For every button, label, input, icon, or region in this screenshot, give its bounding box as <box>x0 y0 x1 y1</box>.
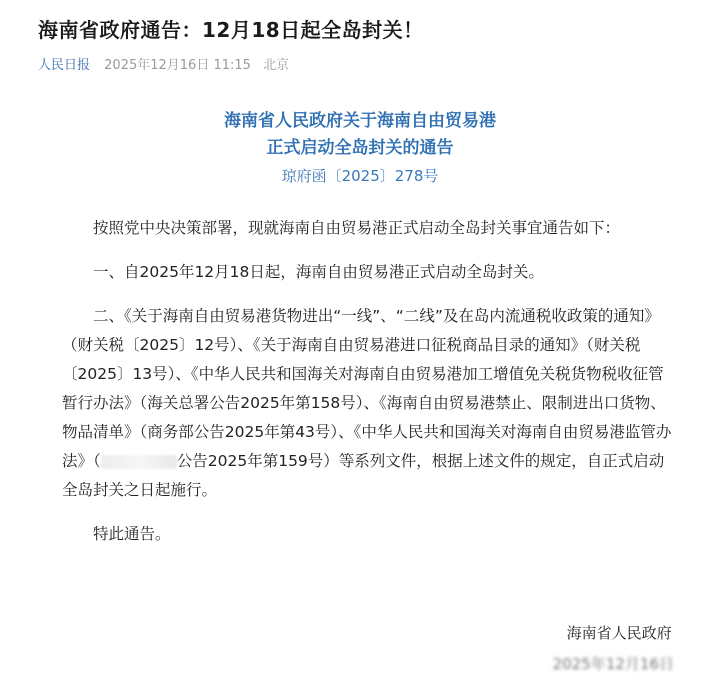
notice-doc-number: 琼府函〔2025〕278号 <box>281 167 439 185</box>
article-title: 海南省政府通告：12月18日起全岛封关！ <box>38 18 424 42</box>
article-source-link[interactable]: 人民日报 <box>38 58 91 73</box>
notice-title-line2: 正式启动全岛封关的通告 <box>266 138 454 158</box>
notice-body <box>62 214 674 549</box>
notice-item-2-part1: 二、《关于海南自由贸易港货物进出“一线”、“二线”及在岛内流通税收政策的通知》（财关税〔2025〕12号）、《关于海南自由贸易港进口征税商品目录的通知》（财关税〔2025〕13号）、《中华人民共和国海关对海南自由贸易港加工增值免关税货物税收征管暂行办法》（海关总署公告2025年第158号）、《海南自由贸易港禁止、限制进出口货物、物品清单》（商务部公告2025年第43号）、《中华人民共和国海关对海南自由贸易港监管办法》（ <box>62 307 672 470</box>
signature-block <box>552 620 674 678</box>
notice-item-2-part2: 公告2025年第159号）等系列文件，根据上述文件的规定，自正式启动全岛封关之日起施行。 <box>62 452 665 499</box>
notice-header <box>0 108 720 190</box>
article-meta <box>38 54 289 73</box>
notice-intro: 按照党中央决策部署，现就海南自由贸易港正式启动全岛封关事宜通告如下： <box>93 219 621 237</box>
notice-item-2 <box>62 302 674 505</box>
blurred-redaction <box>101 455 177 469</box>
article-location: 北京 <box>263 58 290 73</box>
notice-item-1: 一、自2025年12月18日起，海南自由贸易港正式启动全岛封关。 <box>93 263 544 281</box>
notice-title-line1: 海南省人民政府关于海南自由贸易港 <box>224 111 496 131</box>
signature-org: 海南省人民政府 <box>566 624 672 642</box>
article-datetime: 2025年12月16日 11:15 <box>104 58 251 73</box>
notice-closing: 特此通告。 <box>93 525 171 543</box>
signature-date: 2025年12月16日 <box>552 655 674 673</box>
